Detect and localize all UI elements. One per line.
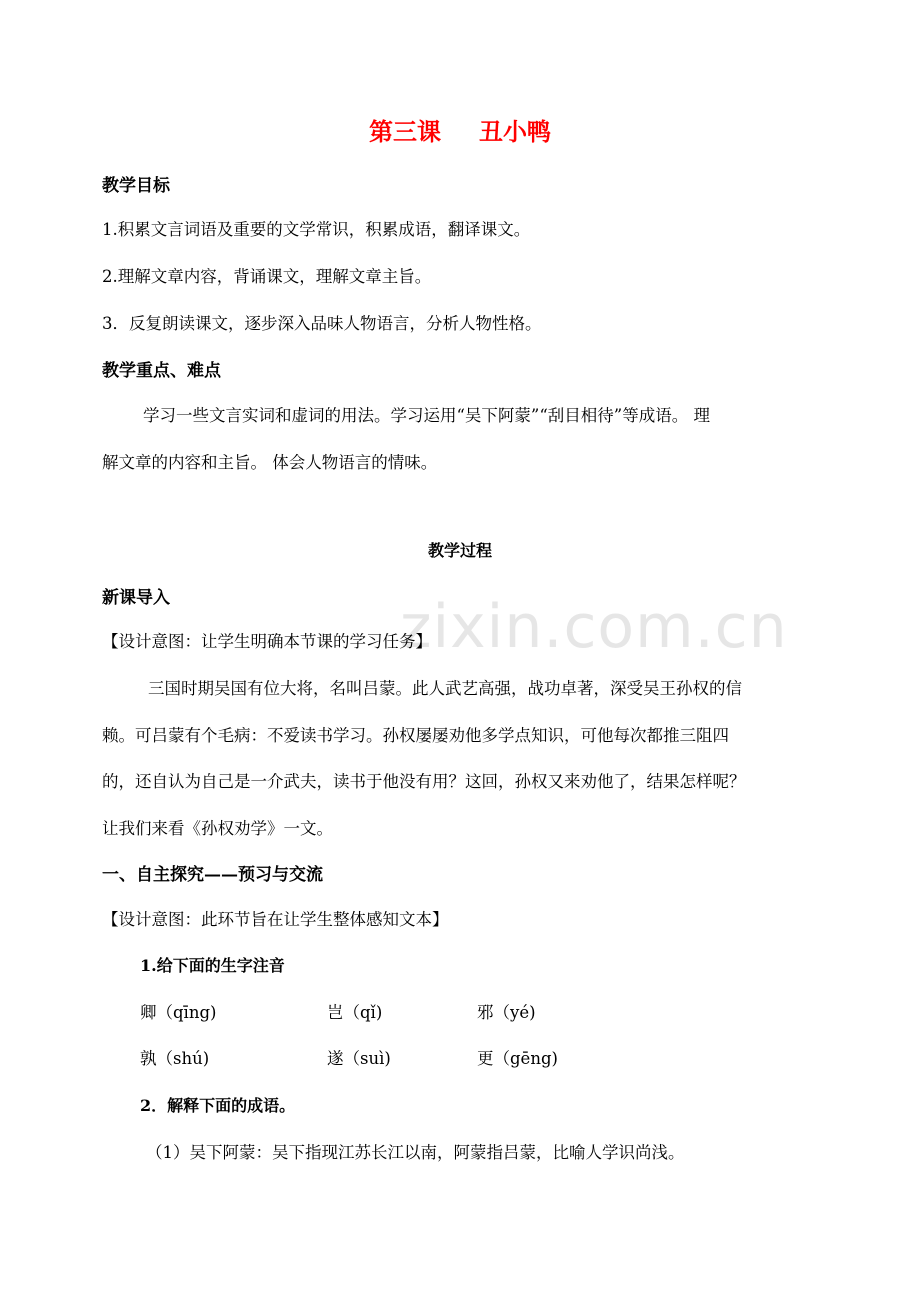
lesson-number: 第三课 — [369, 117, 441, 146]
lesson-name: 丑小鸭 — [479, 117, 551, 146]
pinyin-item: 岂（qǐ) — [327, 1003, 383, 1022]
task2-heading: 2．解释下面的成语。 — [140, 1096, 296, 1115]
watermark: zixin.com.cn — [400, 592, 788, 662]
pinyin-item: 孰（shú) — [140, 1049, 210, 1068]
section1-intent: 【设计意图：此环节旨在让学生整体感知文本】 — [102, 910, 449, 929]
key-points-heading: 教学重点、难点 — [102, 361, 221, 381]
pinyin-item: 遂（suì) — [327, 1049, 391, 1068]
pinyin-item: 邪（yé) — [477, 1003, 536, 1022]
intro-line: 三国时期吴国有位大将，名叫吕蒙。此人武艺高强，战功卓著，深受吴王孙权的信 — [148, 679, 742, 698]
intro-line: 的，还自认为自己是一介武夫，读书于他没有用？这回，孙权又来劝他了，结果怎样呢？ — [102, 772, 746, 791]
key-points-line: 学习一些文言实词和虚词的用法。学习运用“吴下阿蒙”“刮目相待”等成语。 理 — [143, 406, 710, 425]
objective-item: 3．反复朗读课文，逐步深入品味人物语言，分析人物性格。 — [102, 314, 542, 333]
section1-heading: 一、自主探究——预习与交流 — [102, 865, 323, 885]
page-title — [0, 112, 920, 147]
pinyin-item: 卿（qīng) — [140, 1003, 217, 1022]
objective-item: 2.理解文章内容，背诵课文，理解文章主旨。 — [102, 267, 432, 286]
pinyin-item: 更（gēng) — [477, 1049, 558, 1068]
objective-item: 1.积累文言词语及重要的文学常识，积累成语，翻译课文。 — [102, 220, 531, 239]
intro-line: 赖。可吕蒙有个毛病：不爱读书学习。孙权屡屡劝他多学点知识，可他每次都推三阻四 — [102, 726, 729, 745]
idiom-definition: （1）吴下阿蒙：吴下指现江苏长江以南，阿蒙指吕蒙，比喻人学识尚浅。 — [146, 1143, 685, 1162]
objectives-heading: 教学目标 — [102, 176, 170, 196]
intro-line: 让我们来看《孙权劝学》一文。 — [102, 819, 333, 838]
process-heading: 教学过程 — [427, 541, 492, 560]
intro-heading: 新课导入 — [102, 588, 170, 608]
task1-heading: 1.给下面的生字注音 — [140, 956, 285, 975]
key-points-line: 解文章的内容和主旨。 体会人物语言的情味。 — [102, 453, 438, 472]
intro-intent: 【设计意图：让学生明确本节课的学习任务】 — [102, 632, 432, 651]
